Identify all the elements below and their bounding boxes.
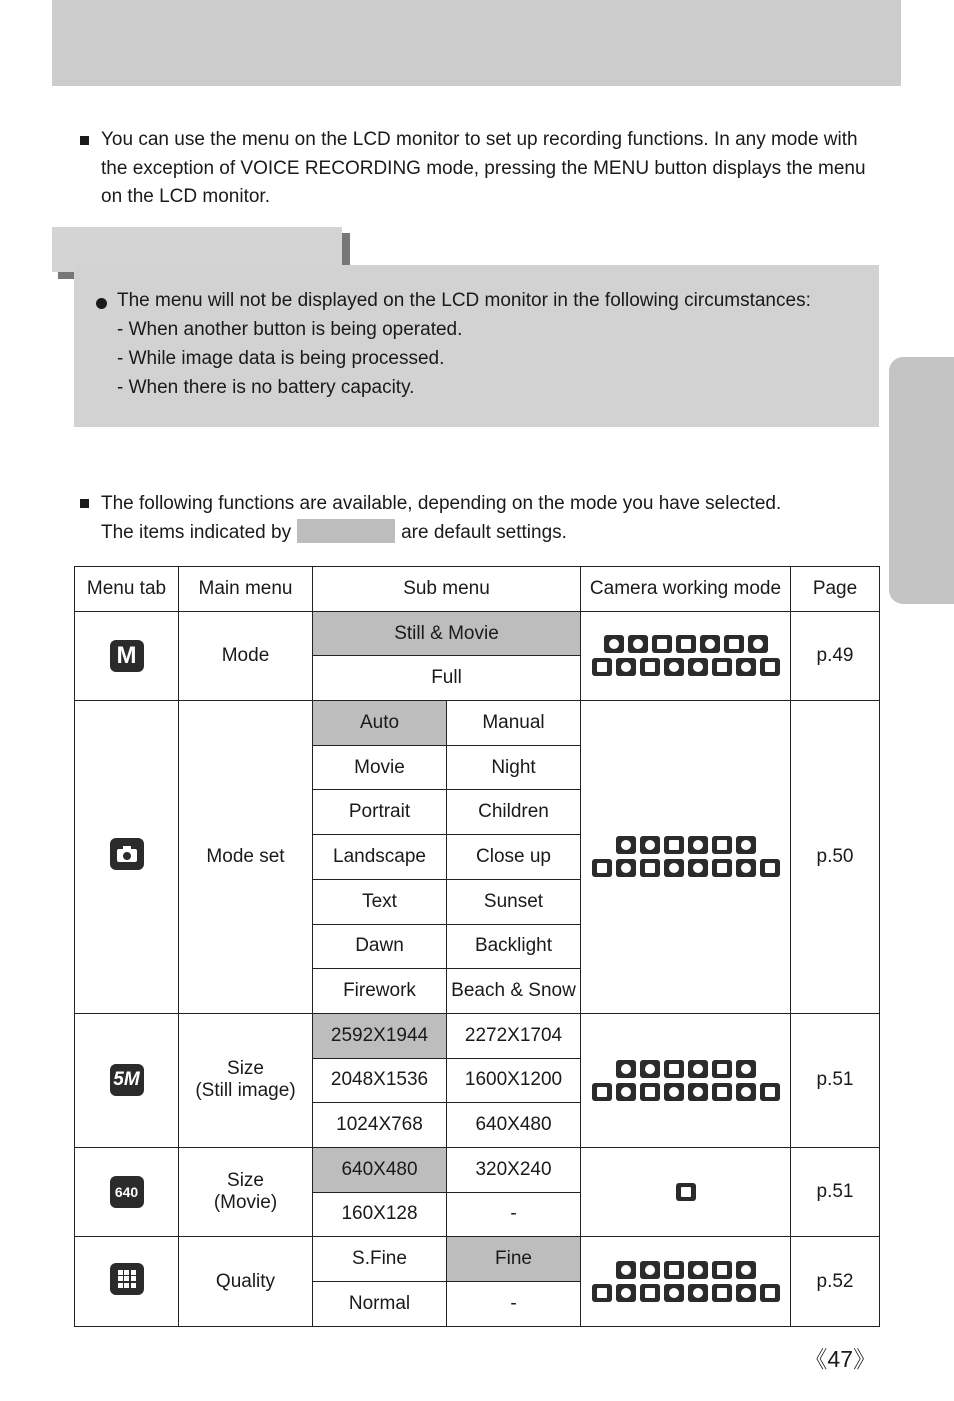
scene-sf-icon <box>664 1060 684 1078</box>
manual-mode-icon <box>640 1060 660 1078</box>
movie-mode-icon <box>676 1183 696 1201</box>
chapter-side-tab <box>889 357 954 604</box>
table-row <box>75 1237 880 1282</box>
sub-menu-cell: Beach & Snow <box>447 969 581 1014</box>
sub-menu-cell: Firework <box>313 969 447 1014</box>
sub-menu-cell: Landscape <box>313 835 447 880</box>
text-mode-icon <box>640 658 660 676</box>
night-mode-icon <box>688 1060 708 1078</box>
dawn-icon <box>688 1284 708 1302</box>
size-640-icon: 640 <box>110 1176 144 1208</box>
landscape-icon <box>592 1284 612 1302</box>
portrait-mode-icon <box>736 1261 756 1279</box>
note-item: - When another button is being operated. <box>117 319 463 340</box>
availability-after: are default settings. <box>401 522 567 543</box>
default-swatch <box>297 519 395 543</box>
sunset-icon <box>664 859 684 877</box>
sub-menu-cell: 320X240 <box>447 1147 581 1192</box>
header-cell: Main menu <box>179 567 313 612</box>
availability-before: The items indicated by <box>101 522 292 543</box>
backlight-icon <box>712 658 732 676</box>
main-menu-cell: Mode <box>179 611 313 700</box>
mode-icons <box>581 1183 790 1201</box>
page-cell: p.52 <box>791 1237 880 1326</box>
availability-line-1: The following functions are available, depending on the mode you have selected. <box>101 493 782 514</box>
main-menu-sublabel: (Movie) <box>213 1192 278 1214</box>
night-mode-icon <box>688 1261 708 1279</box>
scene-sf-icon <box>676 635 696 653</box>
text-mode-icon <box>640 1284 660 1302</box>
closeup-mode-icon <box>712 836 732 854</box>
sub-menu-cell: 160X128 <box>313 1192 447 1237</box>
backlight-icon <box>712 1083 732 1101</box>
header-cell: Camera working mode <box>581 567 791 612</box>
camera-icon <box>110 838 144 870</box>
note-box <box>74 265 879 427</box>
main-menu-cell: Quality <box>179 1237 313 1326</box>
main-menu-cell <box>179 1147 313 1236</box>
portrait-mode-icon <box>748 635 768 653</box>
landscape-icon <box>592 1083 612 1101</box>
tab-cell <box>75 1013 179 1147</box>
firework-icon <box>736 658 756 676</box>
beach-snow-icon <box>760 859 780 877</box>
camera-mode-cell <box>581 1147 791 1236</box>
sub-menu-cell: Night <box>447 745 581 790</box>
sub-menu-cell: 2592X1944 <box>313 1013 447 1058</box>
table-row <box>75 701 880 746</box>
main-menu-label: Size <box>227 1058 264 1080</box>
landscape-icon <box>592 658 612 676</box>
mode-icons <box>581 1261 790 1302</box>
portrait-mode-icon <box>736 836 756 854</box>
beach-snow-icon <box>760 658 780 676</box>
main-menu-cell: Mode set <box>179 701 313 1014</box>
size-5M-icon: 5M <box>110 1064 144 1096</box>
mode-icons <box>581 836 790 877</box>
auto-mode-icon <box>616 1060 636 1078</box>
camera-mode-cell <box>581 611 791 700</box>
scene-sf-icon <box>664 1261 684 1279</box>
menu-function-table <box>74 566 880 1327</box>
movie-mode-icon <box>652 635 672 653</box>
page-number: 《47》 <box>804 1346 876 1372</box>
note-item: - While image data is being processed. <box>117 348 445 369</box>
main-menu-label: Size <box>227 1170 264 1192</box>
firework-icon <box>736 859 756 877</box>
intro-text: You can use the menu on the LCD monitor to set up recording functions. In any mode with the exception of VOICE RECORDING mode, pressing the MENU button displays the menu on the LCD monitor. <box>101 129 866 207</box>
main-menu-cell <box>179 1013 313 1147</box>
main-menu-sublabel: (Still image) <box>195 1080 296 1102</box>
sub-menu-cell: Movie <box>313 745 447 790</box>
page-cell: p.51 <box>791 1147 880 1236</box>
dawn-icon <box>688 1083 708 1101</box>
sub-menu-cell: 1600X1200 <box>447 1058 581 1103</box>
night-mode-icon <box>700 635 720 653</box>
tab-cell <box>75 1147 179 1236</box>
text-mode-icon <box>640 1083 660 1101</box>
availability-line-2 <box>101 518 900 547</box>
sub-menu-cell: Children <box>447 790 581 835</box>
table-row <box>75 611 880 656</box>
closeup-mode-icon <box>724 635 744 653</box>
mode-icons <box>581 635 790 676</box>
backlight-icon <box>712 1284 732 1302</box>
page-cell: p.50 <box>791 701 880 1014</box>
sub-menu-cell: Text <box>313 879 447 924</box>
tab-cell <box>75 701 179 1014</box>
manual-mode-icon <box>640 1261 660 1279</box>
sub-menu-cell: S.Fine <box>313 1237 447 1282</box>
sub-menu-cell: Full <box>313 656 581 701</box>
sub-menu-cell: Fine <box>447 1237 581 1282</box>
table-row <box>75 1013 880 1058</box>
portrait-mode-icon <box>736 1060 756 1078</box>
beach-snow-icon <box>760 1284 780 1302</box>
header-cell: Menu tab <box>75 567 179 612</box>
sub-menu-cell: Normal <box>313 1282 447 1327</box>
sunset-icon <box>664 658 684 676</box>
square-bullet-icon <box>80 136 89 145</box>
beach-snow-icon <box>760 1083 780 1101</box>
auto-mode-icon <box>604 635 624 653</box>
square-bullet-icon <box>80 499 89 508</box>
sunset-icon <box>664 1083 684 1101</box>
note-heading: The menu will not be displayed on the LCD monitor in the following circumstances: <box>117 290 811 311</box>
sub-menu-cell: Dawn <box>313 924 447 969</box>
page-cell: p.49 <box>791 611 880 700</box>
firework-icon <box>736 1284 756 1302</box>
header-cell: Page <box>791 567 880 612</box>
text-mode-icon <box>640 859 660 877</box>
sub-menu-cell: - <box>447 1282 581 1327</box>
sub-menu-cell: 1024X768 <box>313 1103 447 1148</box>
sub-menu-cell: Manual <box>447 701 581 746</box>
tab-cell <box>75 1237 179 1326</box>
sub-menu-cell: Portrait <box>313 790 447 835</box>
round-bullet-icon <box>96 298 107 309</box>
camera-mode-cell <box>581 1013 791 1147</box>
availability-paragraph <box>80 489 900 547</box>
sub-menu-cell: - <box>447 1192 581 1237</box>
sub-menu-cell: Sunset <box>447 879 581 924</box>
closeup-mode-icon <box>712 1261 732 1279</box>
auto-mode-icon <box>616 1261 636 1279</box>
sub-menu-cell: 2048X1536 <box>313 1058 447 1103</box>
closeup-mode-icon <box>712 1060 732 1078</box>
children-icon <box>616 859 636 877</box>
children-icon <box>616 1083 636 1101</box>
manual-mode-icon <box>628 635 648 653</box>
sub-menu-cell: 640X480 <box>447 1103 581 1148</box>
sub-menu-cell: Still & Movie <box>313 611 581 656</box>
dawn-icon <box>688 859 708 877</box>
night-mode-icon <box>688 836 708 854</box>
sub-menu-cell: 640X480 <box>313 1147 447 1192</box>
note-item: - When there is no battery capacity. <box>117 377 415 398</box>
children-icon <box>616 1284 636 1302</box>
sunset-icon <box>664 1284 684 1302</box>
quality-grid-icon <box>110 1263 144 1295</box>
children-icon <box>616 658 636 676</box>
landscape-icon <box>592 859 612 877</box>
tab-cell <box>75 611 179 700</box>
firework-icon <box>736 1083 756 1101</box>
mode-icons <box>581 1060 790 1101</box>
page-cell: p.51 <box>791 1013 880 1147</box>
table-header-row <box>75 567 880 612</box>
sub-menu-cell: 2272X1704 <box>447 1013 581 1058</box>
mode-M-icon: M <box>110 640 144 672</box>
sub-menu-cell: Backlight <box>447 924 581 969</box>
sub-menu-cell: Auto <box>313 701 447 746</box>
movie-mode-icon <box>664 836 684 854</box>
header-cell: Sub menu <box>313 567 581 612</box>
camera-mode-cell <box>581 701 791 1014</box>
manual-mode-icon <box>640 836 660 854</box>
auto-mode-icon <box>616 836 636 854</box>
camera-mode-cell <box>581 1237 791 1326</box>
top-banner <box>52 0 901 86</box>
sub-menu-cell: Close up <box>447 835 581 880</box>
backlight-icon <box>712 859 732 877</box>
dawn-icon <box>688 658 708 676</box>
table-row <box>75 1147 880 1192</box>
intro-paragraph <box>80 126 880 212</box>
